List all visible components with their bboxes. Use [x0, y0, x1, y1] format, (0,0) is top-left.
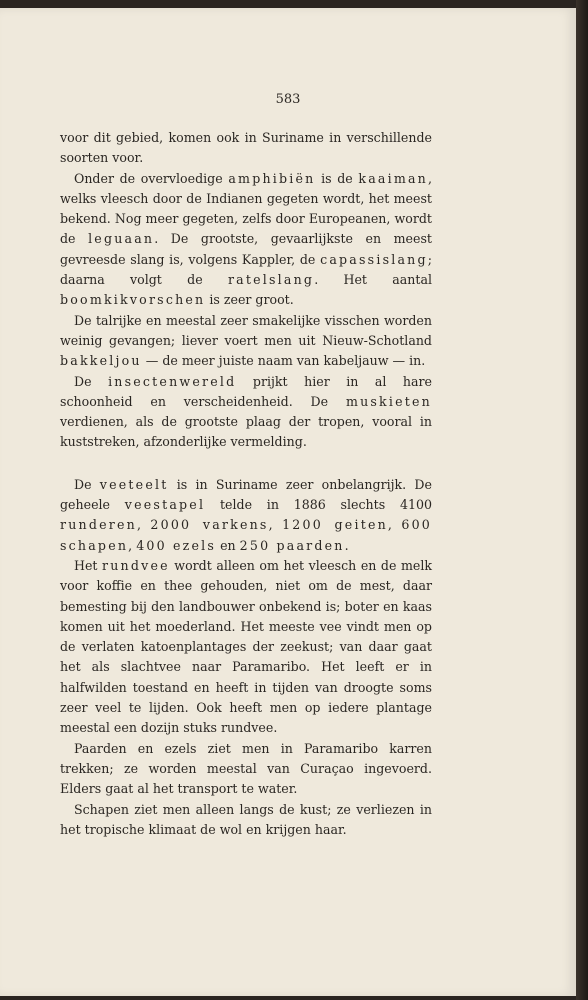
text-run: De — [74, 373, 109, 389]
spaced-term: 2000 varkens — [150, 517, 269, 533]
text-run: De talrijke en meestal zeer smakelijke visschen worden weinig gevangen; liever voert men uit Nieuw-Schotland — [60, 312, 432, 348]
text-run: , — [268, 517, 283, 533]
spaced-term: 400 ezels — [136, 537, 217, 553]
text-run: , — [128, 537, 137, 553]
book-page — [0, 8, 576, 996]
paragraph-1 — [60, 169, 432, 311]
text-body — [60, 128, 432, 840]
spaced-term: ratelslang — [227, 272, 315, 288]
text-run: , welks vleesch door de Indianen gegeten wordt, het meest bekend. Nog meer gegeten, zelfs door Europeanen, wordt de — [60, 170, 433, 247]
spaced-term: runderen — [60, 517, 137, 533]
text-run: Schapen ziet men alleen langs de kust; ze verliezen in het tropische klimaat de wol en krijgen haar. — [60, 801, 432, 837]
paragraph-0 — [60, 128, 432, 169]
text-run: — de meer juiste naam van kabeljauw — in. — [141, 353, 426, 369]
text-run: . — [344, 537, 349, 553]
spaced-term: leguaan — [88, 231, 155, 247]
paragraph-4 — [60, 475, 432, 556]
spaced-term: capassislang — [320, 251, 428, 267]
text-run: is de — [315, 170, 359, 186]
spaced-term: amphibiën — [228, 170, 316, 186]
paragraph-6 — [60, 739, 432, 800]
text-run: prijkt hier in al hare schoonheid en verscheidenheid. De — [60, 373, 432, 409]
spaced-term: veeteelt — [99, 476, 169, 492]
page-number: 583 — [275, 92, 301, 107]
spaced-term: boomkikvorschen — [60, 292, 206, 308]
spaced-term: rundvee — [102, 557, 170, 573]
spaced-term: veestapel — [124, 497, 206, 513]
text-run: is zeer groot. — [205, 292, 294, 308]
spaced-term: bakkeljou — [60, 353, 142, 369]
spaced-term: 250 paarden — [239, 537, 345, 553]
text-run: voor dit gebied, komen ook in Suriname in verschillende soorten voor. — [60, 130, 432, 166]
text-run: . Het aantal — [314, 272, 433, 288]
spaced-term: insectenwereld — [108, 373, 237, 389]
text-run: . De grootste, gevaarlijkste en meest gevreesde slang is, volgens Kappler, de — [60, 231, 432, 267]
book-binding-edge — [576, 0, 588, 1000]
spaced-term: 1200 geiten — [282, 517, 388, 533]
text-run: , — [136, 517, 151, 533]
text-run: is in Suriname zeer onbelangrijk. De geheele — [60, 476, 432, 513]
text-run: De — [74, 476, 100, 492]
text-run: Paarden en ezels ziet men in Paramaribo karren trekken; ze worden meestal van Curaçao ingevoerd. Elders gaat al het transport te water. — [60, 740, 432, 797]
text-run: ; daarna volgt de — [60, 251, 432, 288]
text-run: Onder de overvloedige — [74, 170, 229, 186]
text-run: verdienen, als de grootste plaag der tropen, vooral in kuststreken, afzonderlijke vermelding. — [60, 414, 432, 450]
spaced-term: 600 schapen — [60, 517, 433, 553]
paragraph-2 — [60, 311, 432, 372]
paragraph-7 — [60, 800, 432, 841]
text-run: telde in 1886 slechts 4100 — [205, 497, 432, 513]
paragraph-3 — [60, 372, 432, 453]
spaced-term: kaaiman — [358, 170, 428, 186]
text-run: , — [387, 517, 402, 533]
text-run: Het — [74, 557, 103, 573]
text-run: wordt alleen om het vleesch en de melk voor koffie en thee gehouden, niet om de mest, daar bemesting bij den landbouwer onbekend is; boter en kaas komen uit het moederland. Het meeste vee vindt men op de verlaten katoenplantages der zeekust; van daar gaat het als slachtvee naar Paramaribo. Het leeft er in halfwilden toestand en heeft in tijden van droogte soms zeer veel te lijden. Ook heeft men op iedere plantage meestal een dozijn stuks rundvee. — [60, 557, 432, 736]
spaced-term: muskieten — [345, 393, 432, 409]
text-run: en — [216, 537, 240, 553]
paragraph-5 — [60, 556, 432, 739]
